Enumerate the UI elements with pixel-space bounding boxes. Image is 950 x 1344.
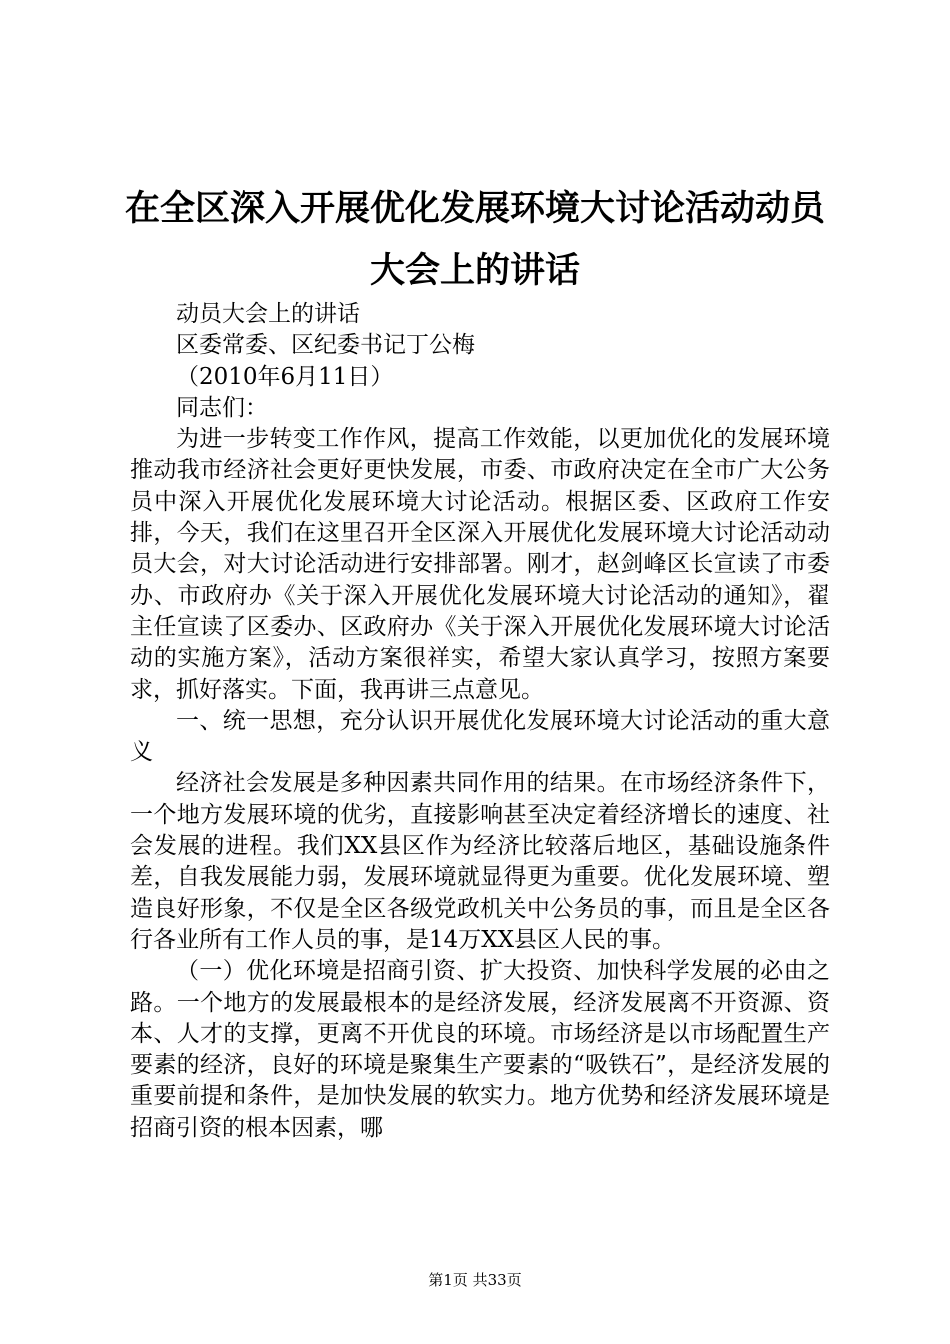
paragraph: 经济社会发展是多种因素共同作用的结果。在市场经济条件下，一个地方发展环境的优劣，直接影响甚至决定着经济增长的速度、社会发展的进程。我们XX县区作为经济比较落后地区，基础设施条件差，自我发展能力弱，发展环境就显得更为重要。优化发展环境、塑造良好形象，不仅是全区各级党政机关中公务员的事，而且是全区各行各业所有工作人员的事，是14万XX县区人民的事。 [130, 770, 830, 953]
document-title [110, 178, 840, 302]
paragraph: （一）优化环境是招商引资、扩大投资、加快科学发展的必由之路。一个地方的发展最根本的是经济发展，经济发展离不开资源、资本、人才的支撑，更离不开优良的环境。市场经济是以市场配置生产要素的经济，良好的环境是聚集生产要素的“吸铁石”，是经济发展的重要前提和条件，是加快发展的软实力。地方优势和经济发展环境是招商引资的根本因素，哪 [130, 958, 830, 1141]
title-line-1: 在全区深入开展优化发展环境大讨论活动动员 [124, 189, 825, 229]
paragraph: 为进一步转变工作作风，提高工作效能，以更加优化的发展环境推动我市经济社会更好更快发展，市委、市政府决定在全市广大公务员中深入开展优化发展环境大讨论活动。根据区委、区政府工作安排，今天，我们在这里召开全区深入开展优化发展环境大讨论活动动员大会，对大讨论活动进行安排部署。刚才，赵剑峰区长宣读了市委办、市政府办《关于深入开展优化发展环境大讨论活动的通知》，翟主任宣读了区委办、区政府办《关于深入开展优化发展环境大讨论活动的实施方案》，活动方案很祥实，希望大家认真学习，按照方案要求，抓好落实。下面，我再讲三点意见。 [130, 426, 830, 703]
document-body [130, 299, 830, 1144]
section-heading: 一、统一思想，充分认识开展优化发展环境大讨论活动的重大意义 [130, 707, 830, 766]
title-line-2: 大会上的讲话 [369, 251, 580, 291]
page-footer: 第1页 共33页 [428, 1271, 522, 1289]
speaker-line: 区委常委、区纪委书记丁公梅 [176, 332, 475, 359]
subtitle-line: 动员大会上的讲话 [176, 301, 360, 327]
date-line: （2010年6月11日） [176, 363, 394, 390]
salutation-line: 同志们： [176, 394, 268, 421]
